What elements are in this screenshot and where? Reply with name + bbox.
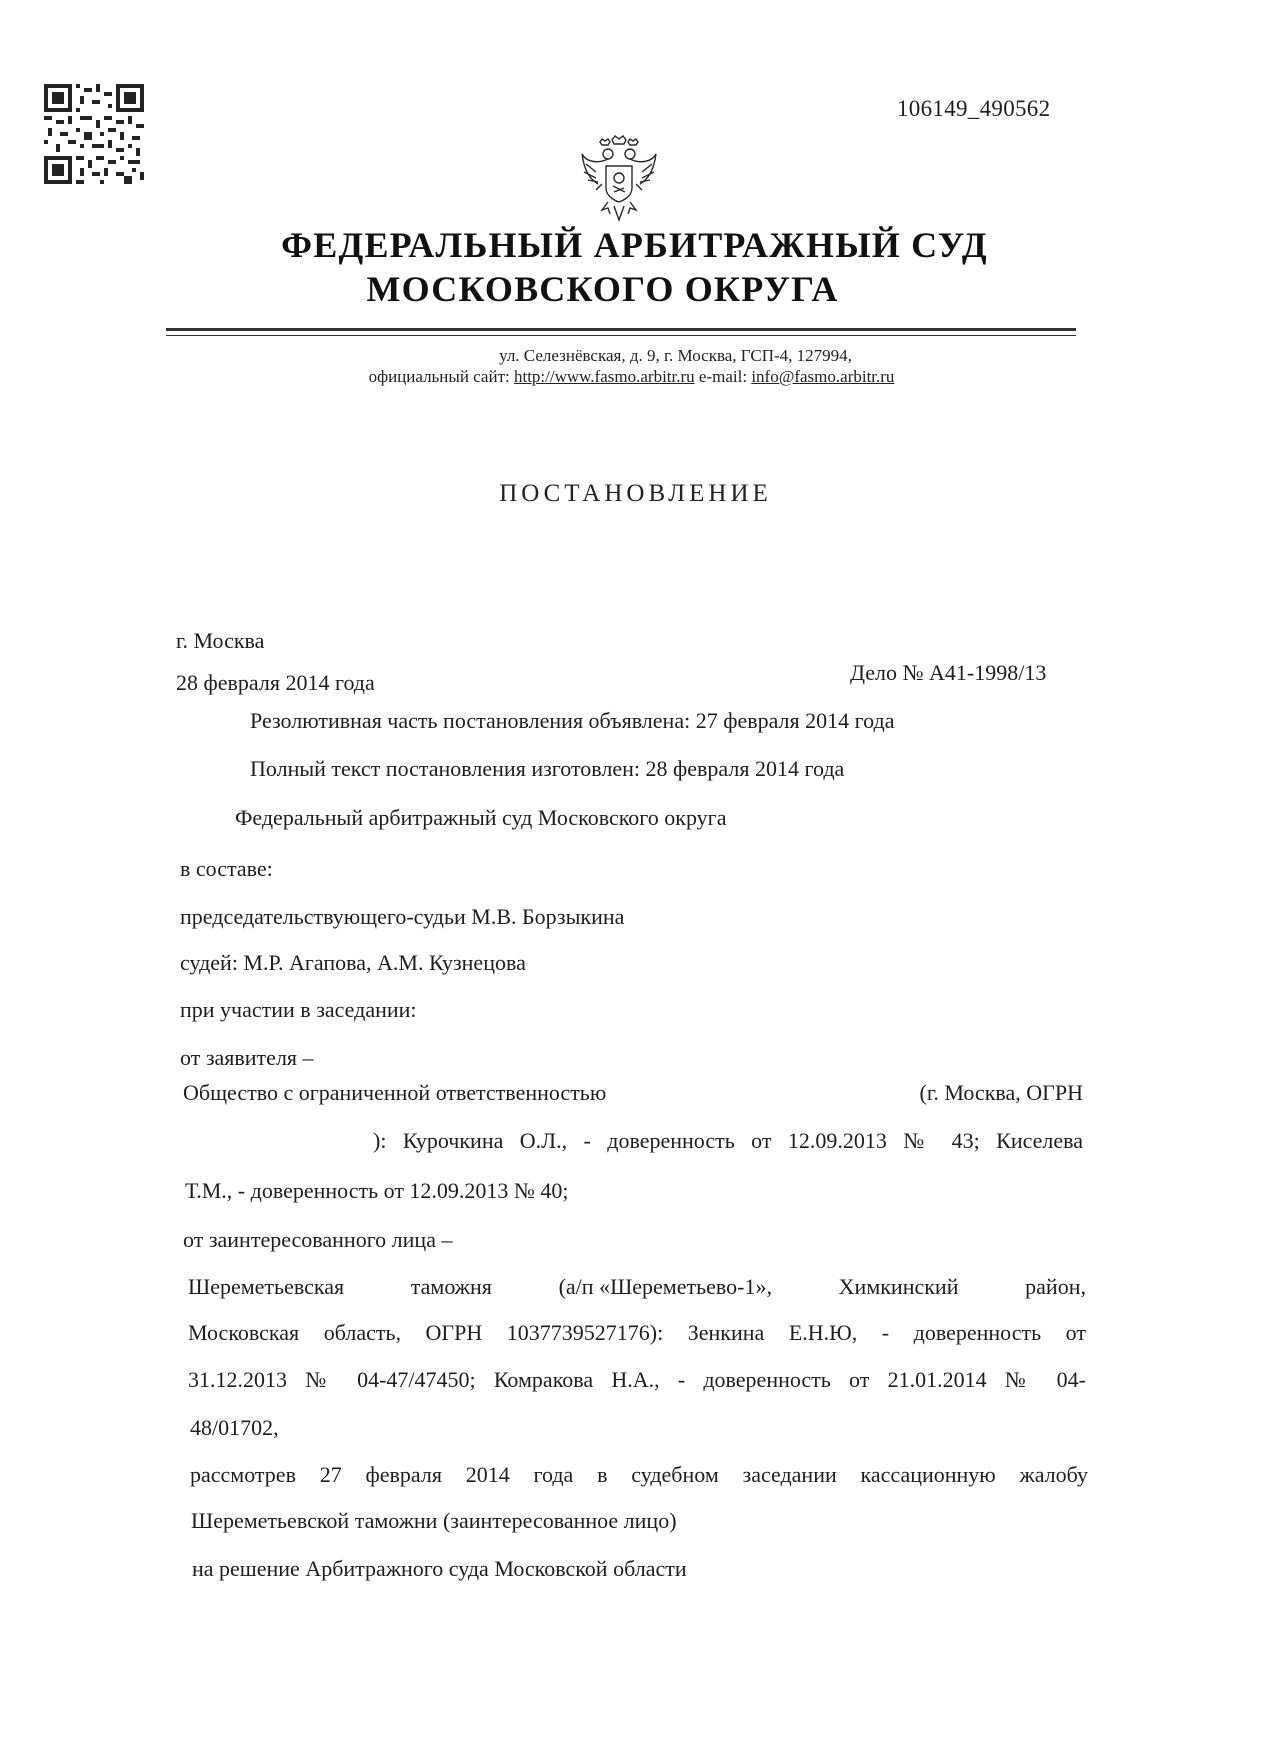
interested-line-3: 31.12.2013 № 04-47/47450; Комракова Н.А., - доверенность от 21.01.2014 № 04-	[188, 1367, 1086, 1392]
email-link[interactable]: info@fasmo.arbitr.ru	[751, 367, 895, 386]
header-divider	[166, 328, 1076, 331]
full-text-made: Полный текст постановления изготовлен: 28 февраля 2014 года	[250, 756, 845, 781]
redacted-name	[683, 1080, 843, 1106]
considered-line-2: Шереметьевской таможни (заинтересованное лицо)	[191, 1508, 677, 1533]
interested-word-4: Химкинский	[838, 1274, 959, 1299]
court-name-line2: МОСКОВСКОГО ОКРУГА	[366, 269, 839, 309]
participation-label: при участии в заседании:	[180, 997, 417, 1022]
judges: судей: М.Р. Агапова, А.М. Кузнецова	[180, 950, 526, 975]
from-applicant-label: от заявителя –	[180, 1045, 314, 1070]
document-id: 106149_490562	[897, 96, 1051, 121]
interested-word-5: район,	[1025, 1274, 1086, 1299]
applicant-line-1	[183, 1080, 1083, 1106]
redacted-ogrn	[183, 1128, 373, 1154]
coat-of-arms-icon	[578, 134, 660, 226]
court-name-line1: ФЕДЕРАЛЬНЫЙ АРБИТРАЖНЫЙ СУД	[281, 225, 988, 265]
considered-line-3: на решение Арбитражного суда Московской области	[192, 1556, 687, 1581]
interested-line-2: Московская область, ОГРН 1037739527176): Зенкина Е.Н.Ю, - доверенность от	[188, 1320, 1086, 1345]
interested-line-1	[188, 1274, 1086, 1300]
document-title: ПОСТАНОВЛЕНИЕ	[499, 480, 772, 507]
applicant-line-2	[183, 1128, 1083, 1154]
considered-line-1: рассмотрев 27 февраля 2014 года в судебном заседании кассационную жалобу	[190, 1462, 1088, 1487]
applicant-type: Общество с ограниченной ответственностью	[183, 1080, 607, 1105]
site-label: официальный сайт:	[368, 367, 510, 386]
decision-date: 28 февраля 2014 года	[176, 670, 375, 695]
from-interested-label: от заинтересованного лица –	[183, 1227, 453, 1252]
interested-word-2: таможня	[410, 1274, 492, 1299]
court-full-name: Федеральный арбитражный суд Московского округа	[235, 805, 727, 830]
presiding-judge: председательствующего-судьи М.В. Борзыкина	[180, 904, 625, 929]
interested-word-1: Шереметьевская	[188, 1274, 345, 1299]
interested-line-4: 48/01702,	[190, 1415, 279, 1440]
email-label: e-mail:	[698, 367, 748, 386]
case-number: Дело № А41-1998/13	[850, 660, 1047, 685]
applicant-representatives: ): Курочкина О.Л., - доверенность от 12.09.2013 № 43; Киселева	[373, 1128, 1083, 1153]
interested-word-3: (а/п «Шереметьево-1»,	[558, 1274, 772, 1299]
header-divider-thin	[166, 335, 1076, 336]
qr-code-icon	[44, 84, 144, 184]
composition-label: в составе:	[180, 856, 273, 881]
applicant-line-3: Т.М., - доверенность от 12.09.2013 № 40;	[185, 1178, 569, 1203]
court-address: ул. Селезнёвская, д. 9, г. Москва, ГСП-4, 127994,	[499, 346, 852, 365]
resolution-announced: Резолютивная часть постановления объявлена: 27 февраля 2014 года	[250, 708, 895, 733]
site-link[interactable]: http://www.fasmo.arbitr.ru	[513, 367, 695, 386]
city: г. Москва	[176, 628, 265, 653]
applicant-location: (г. Москва, ОГРН	[919, 1080, 1083, 1105]
court-contacts	[0, 367, 1269, 387]
